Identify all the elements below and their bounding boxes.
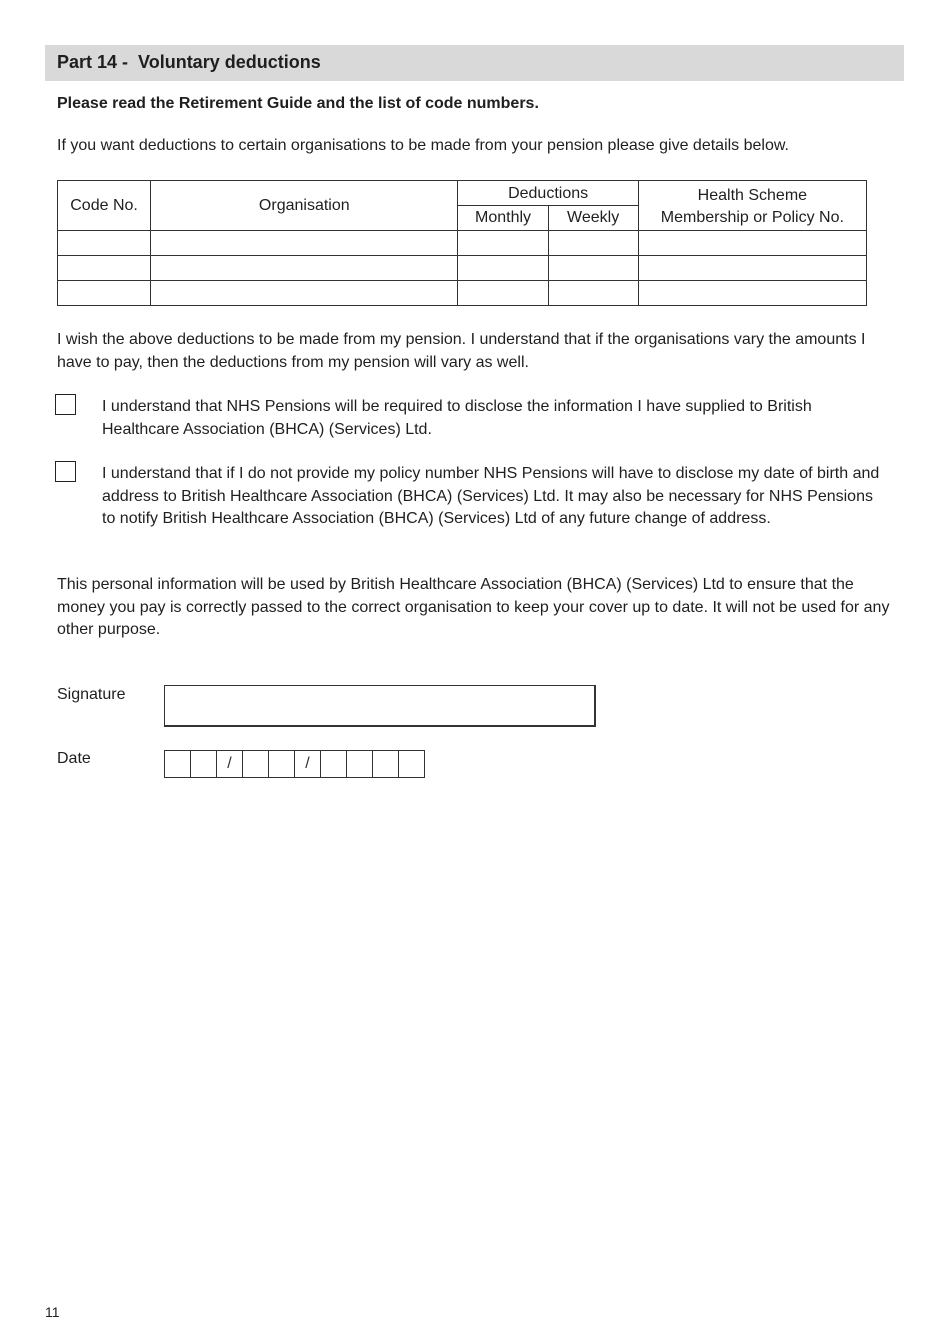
date-day-digit-2[interactable]: [190, 750, 217, 778]
date-year-digit-1[interactable]: [320, 750, 347, 778]
column-header-organisation: Organisation: [151, 181, 458, 231]
date-separator: /: [294, 750, 321, 778]
signature-field[interactable]: [164, 685, 596, 727]
organisation-input[interactable]: [151, 281, 457, 305]
table-row: [58, 256, 867, 281]
monthly-input[interactable]: [458, 256, 547, 280]
disclosure-consent-checkbox[interactable]: [55, 394, 76, 415]
table-row: [58, 281, 867, 306]
organisation-input[interactable]: [151, 256, 457, 280]
column-header-deductions: Deductions: [458, 181, 638, 206]
column-header-weekly: Weekly: [548, 206, 638, 231]
section-title: Part 14 - Voluntary deductions: [57, 52, 321, 72]
date-day-digit-1[interactable]: [164, 750, 191, 778]
policy-number-input[interactable]: [639, 256, 866, 280]
table-row: [58, 231, 867, 256]
policy-number-consent-checkbox[interactable]: [55, 461, 76, 482]
declaration-text: I wish the above deductions to be made from my pension. I understand that if the organisations vary the amounts I have to pay, then the deductions from my pension will vary as well.: [57, 331, 866, 371]
weekly-input[interactable]: [549, 231, 638, 255]
code-input[interactable]: [58, 256, 150, 280]
date-label: Date: [57, 750, 91, 767]
weekly-input[interactable]: [549, 256, 638, 280]
signature-label: Signature: [57, 686, 126, 703]
instruction-bold: Please read the Retirement Guide and the list of code numbers.: [57, 95, 539, 112]
date-separator: /: [216, 750, 243, 778]
date-year-digit-2[interactable]: [346, 750, 373, 778]
date-year-digit-3[interactable]: [372, 750, 399, 778]
section-header: [45, 45, 904, 81]
column-header-health-scheme: Health Scheme Membership or Policy No.: [638, 181, 866, 231]
date-month-digit-1[interactable]: [242, 750, 269, 778]
code-input[interactable]: [58, 231, 150, 255]
monthly-input[interactable]: [458, 281, 547, 305]
deductions-table: [57, 180, 867, 306]
weekly-input[interactable]: [549, 281, 638, 305]
instruction-text: If you want deductions to certain organisations to be made from your pension please give details below.: [57, 137, 789, 154]
disclosure-consent-label: I understand that NHS Pensions will be required to disclose the information I have supplied to British Healthcare Association (BHCA) (Services) Ltd.: [102, 398, 812, 438]
policy-number-consent-label: I understand that if I do not provide my policy number NHS Pensions will have to disclose my date of birth and address to British Healthcare Association (BHCA) (Services) Ltd. It may also be necessary for NHS Pensions to notify British Healthcare Association (BHCA) (Services) Ltd of any future change of address.: [102, 465, 880, 527]
privacy-notice: This personal information will be used by British Healthcare Association (BHCA) (Services) Ltd to ensure that the money you pay is correctly passed to the correct organisation to keep your cover up to date. It will not be used for any other purpose.: [57, 576, 890, 638]
policy-number-input[interactable]: [639, 231, 866, 255]
monthly-input[interactable]: [458, 231, 547, 255]
organisation-input[interactable]: [151, 231, 457, 255]
date-field: [164, 750, 425, 778]
code-input[interactable]: [58, 281, 150, 305]
page-number: 11: [45, 1304, 60, 1320]
date-month-digit-2[interactable]: [268, 750, 295, 778]
date-year-digit-4[interactable]: [398, 750, 425, 778]
column-header-monthly: Monthly: [458, 206, 548, 231]
policy-number-input[interactable]: [639, 281, 866, 305]
column-header-code: Code No.: [58, 181, 151, 231]
